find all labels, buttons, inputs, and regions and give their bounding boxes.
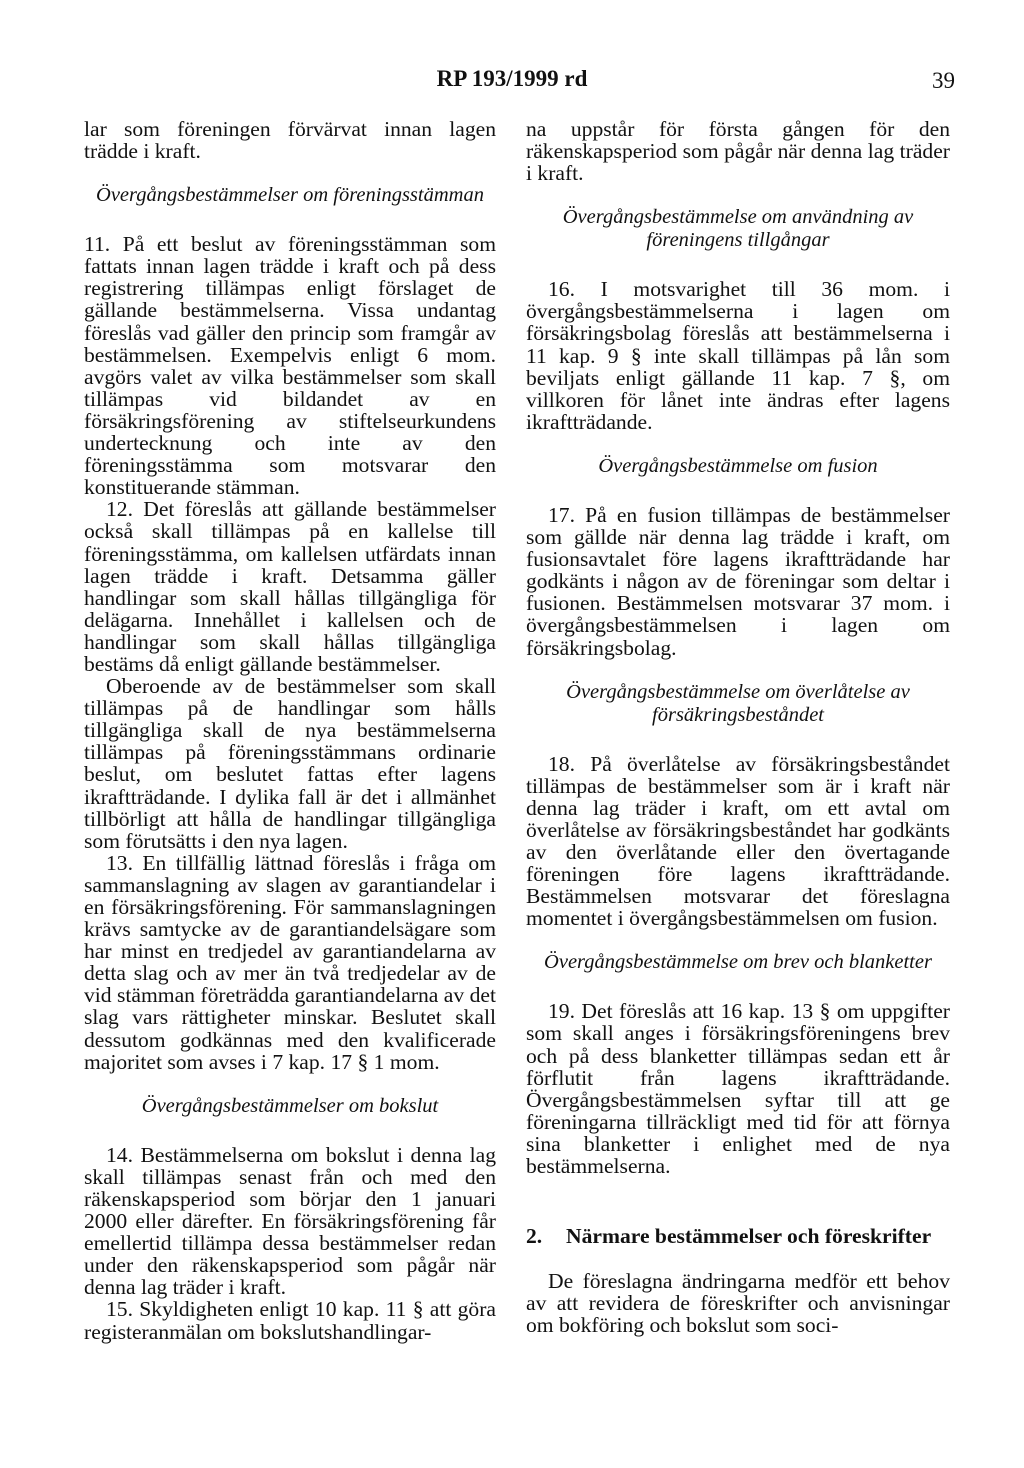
section-title: Närmare bestämmelser och föreskrifter (566, 1224, 932, 1249)
paragraph-12: 12. Det föreslås att gällande bestämmelser också skall tillämpas på en kallelse till föreningsstämma, om kallelsen utfärdats innan lagen trädde i kraft. Detsamma gäller handlingar som skall hållas tillgängliga för delägarna. Innehållet i kallelsen och de handlingar som skall hållas tillgängliga bestäms då enligt gällande bestämmelser. (84, 497, 496, 676)
paragraph-19: 19. Det föreslås att 16 kap. 13 § om uppgifter som skall anges i försäkringsföreningens brev och på dess blanketter tillämpas sedan ett år förflutit från lagens ikraftträdande. Övergångsbestämmelsen syftar till att ge föreningarna tillräckligt med tid för att förnya sina blanketter i enlighet med de nya bestämmelserna. (526, 999, 950, 1178)
heading-foreningsstamman: Övergångsbestämmelser om föreningsstämman (96, 184, 484, 207)
heading-tillgangar: Övergångsbestämmelse om användning av föreningens tillgångar (562, 206, 914, 252)
paragraph-continued: na uppstår för första gången för den räkenskapsperiod som pågår när denna lag träder i kraft. (526, 117, 950, 186)
paragraph-12b: Oberoende av de bestämmelser som skall tillämpas på de handlingar som hålls tillgängliga skall de nya bestämmelserna tillämpas på föreningsstämmans ordinarie beslut, om beslutet fattas efter lagens ikraftträdande. I dylika fall är det i allmänhet tillbörligt att hålla de handlingar tillgängliga som förutsätts i den nya lagen. (84, 674, 496, 853)
paragraph-17: 17. På en fusion tillämpas de bestämmelser som gällde när denna lag trädde i kraft, om fusionsavtalet före lagens ikraftträdande har godkänts i någon av de föreningar som deltar i fusionen. Bestämmelsen motsvarar 37 mom. i övergångsbestämmelsen i lagen om försäkringsbolag. (526, 502, 950, 660)
paragraph-16: 16. I motsvarighet till 36 mom. i övergångsbestämmelserna i lagen om försäkringsbolag föreslås att bestämmelserna i 11 kap. 9 § inte skall tillämpas på lån som beviljats enligt gällande 11 kap. 7 §, om villkoren för lånet inte ändras efter lagens ikraftträdande. (526, 277, 950, 434)
paragraph-14: 14. Bestämmelserna om bokslut i denna lag skall tillämpas senast från och med den räkenskapsperiod som börjar den 1 januari 2000 eller därefter. En försäkringsförening får emellertid tillämpa dessa bestämmelser redan under den räkenskapsperiod som pågår när denna lag träder i kraft. (84, 1142, 496, 1300)
section-heading (526, 1225, 950, 1248)
right-column (526, 118, 950, 1336)
left-column (84, 118, 496, 1343)
heading-brev-blanketter: Övergångsbestämmelse om brev och blanketter (544, 951, 932, 974)
paragraph-15: 15. Skyldigheten enligt 10 kap. 11 § att göra registeranmälan om bokslutshandlingar- (84, 1297, 496, 1344)
paragraph-18: 18. På överlåtelse av försäkringsbeståndet tillämpas de bestämmelser som är i kraft när denna lag träder i kraft, om ett avtal om överlåtelse av försäkringsbeståndet har godkänts av den överlåtande eller den övertagande föreningen före lagens ikraftträdande. Bestämmelsen motsvarar det föreslagna momentet i övergångsbestämmelsen om fusion. (526, 751, 950, 931)
heading-overlatelse: Övergångsbestämmelse om överlåtelse av försäkringsbeståndet (566, 680, 910, 726)
paragraph-13: 13. En tillfällig lättnad föreslås i fråga om sammanslagning av slagen av garantiandelar i en försäkringsförening. För sammanslagningen krävs samtycke av de garantiandelsägare som har minst en tredjedel av garantiandelarna av detta slag och av mer än två tredjedelar av de vid stämman företrädda garantiandelarna av det slag vars rättigheter minskar. Beslutet skall dessutom godkännas med den kvalificerade majoritet som avses i 7 kap. 17 § 1 mom. (84, 850, 496, 1074)
paragraph-intro: lar som föreningen förvärvat innan lagen trädde i kraft. (84, 117, 496, 164)
heading-bokslut: Övergångsbestämmelser om bokslut (141, 1094, 439, 1117)
paragraph-final: De föreslagna ändringarna medför ett behov av att revidera de föreskrifter och anvisningar om bokföring och bokslut som soci- (526, 1269, 950, 1338)
heading-fusion: Övergångsbestämmelse om fusion (598, 454, 878, 477)
paragraph-11: 11. På ett beslut av föreningsstämman som fattats innan lagen trädde i kraft och på dess registrering tillämpas enligt förslaget de gällande bestämmelserna. Vissa undantag föreslås vad gäller den princip som framgår av bestämmelsen. Exempelvis enligt 6 mom. avgörs valet av vilka bestämmelser som skall tillämpas vid bildandet av en försäkringsförening av stiftelseurkundens undertecknung och inte av den föreningsstämma som motsvarar den konstituerande stämman. (84, 232, 496, 500)
page-number: 39 (932, 68, 955, 93)
section-number: 2. (526, 1224, 543, 1249)
running-header: RP 193/1999 rd (436, 66, 588, 91)
